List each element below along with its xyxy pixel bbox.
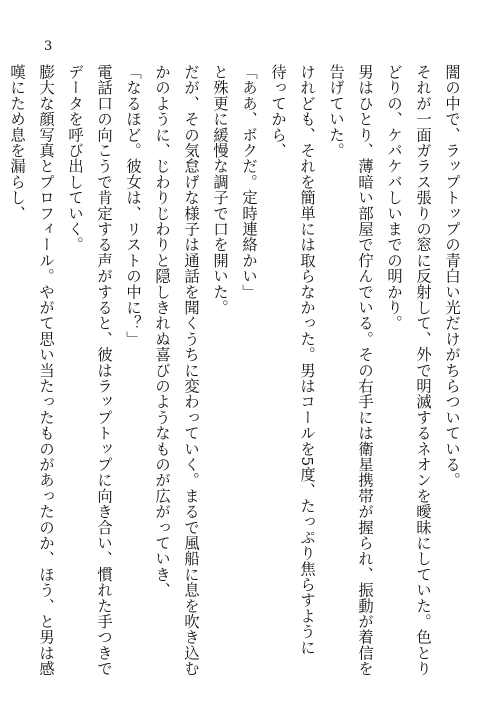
text-line-7: 待ってから、	[269, 64, 287, 159]
text-line-10: だが、その気怠げな様子は通話を聞くうちに変わっていく。まるで風船に息を吹き込む	[182, 64, 200, 677]
text-line-14: データを呼び出していく。	[66, 64, 84, 253]
text-line-12: 「なるほど。彼女は、リストの中に？」	[124, 64, 142, 347]
text-line-5: 告げていた。	[327, 64, 345, 159]
text-line-9: と殊更に緩慢な調子で口を開いた。	[211, 64, 229, 316]
text-line-8: 「ああ、ボクだ。定時連絡かい」	[240, 64, 258, 300]
text-line-16: 嘆にため息を漏らし、	[8, 64, 26, 221]
text-line-3: どりの、ケバケバしいまでの明かり。	[385, 64, 403, 331]
text-line-2: それが一面ガラス張りの窓に反射して、外で明滅するネオンを曖昧にしていた。色とり	[414, 64, 432, 677]
text-line-17	[0, 64, 2, 674]
text-line-1: 闇の中で、ラップトップの青白い光だけがちらついている。	[443, 64, 461, 488]
text-line-13: 電話口の向こうで肯定する声がすると、彼はラップトップに向き合い、慣れた手つきで	[95, 64, 113, 677]
text-line-15: 膨大な顔写真とプロフィール。やがて思い当たったものがあったのか、ほう、と男は感	[37, 64, 55, 677]
vertical-text-block	[8, 64, 466, 677]
page-number: 3	[44, 39, 53, 54]
text-line-6: けれども、それを簡単には取らなかった。男はコールを5度、たっぷり焦らすように	[298, 64, 316, 656]
text-line-4: 男はひとり、薄暗い部屋で佇んでいる。その右手には衛星携帯が握られ、振動が着信を	[356, 64, 374, 677]
text-line-11: かのように、じわりじわりと隠しきれぬ喜びのようなものが広がっていき、	[153, 64, 171, 598]
